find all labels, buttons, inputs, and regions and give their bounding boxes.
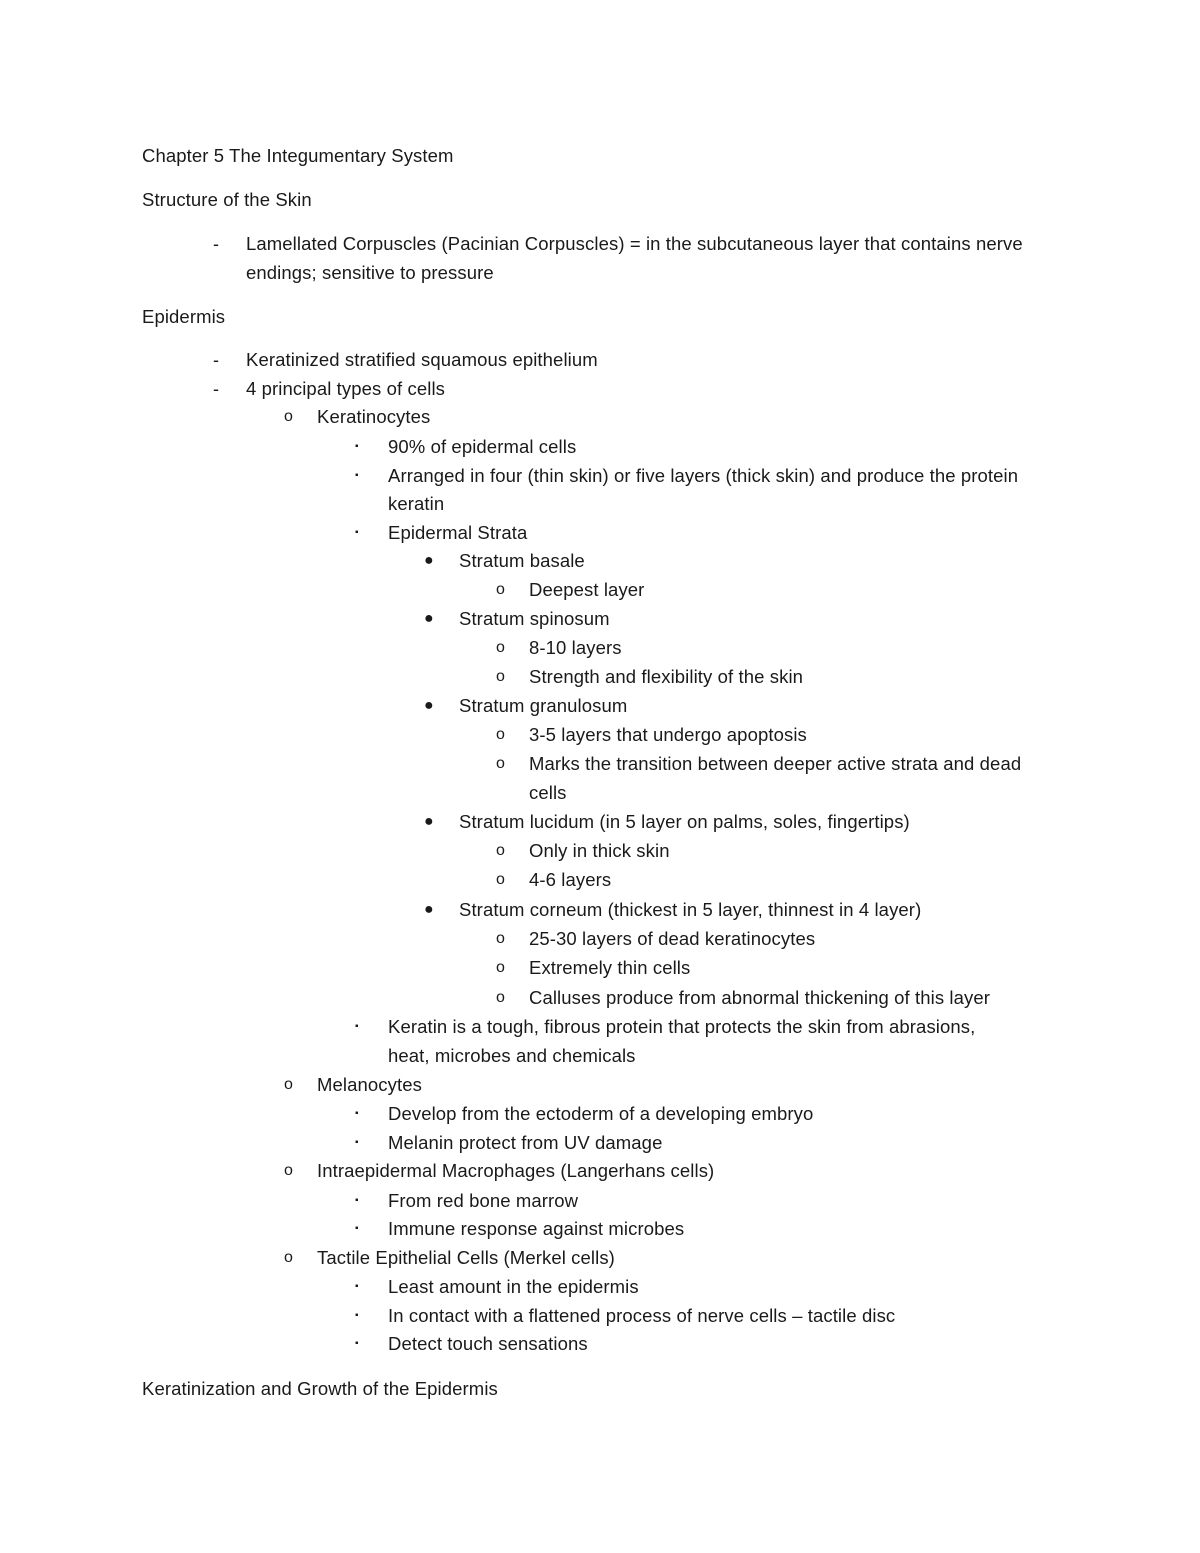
circle-bullet: o [284,408,293,425]
list-item-stratum-spinosum: Stratum spinosum [459,608,610,629]
list-item: In contact with a flattened process of nerve cells – tactile disc [388,1305,896,1326]
circle-bullet: o [284,1076,293,1093]
list-item-cont: keratin [388,493,445,514]
square-bullet: ▪ [355,1310,359,1321]
list-item: Arranged in four (thin skin) or five layers (thick skin) and produce the protein [388,465,1019,486]
list-item-lamellated: Lamellated Corpuscles (Pacinian Corpuscles) = in the subcutaneous layer that contains nerve [246,233,1023,254]
list-item-stratum-corneum: Stratum corneum (thickest in 5 layer, thinnest in 4 layer) [459,899,922,920]
square-bullet: ▪ [355,441,359,452]
dot-bullet: ● [424,813,434,830]
square-bullet: ▪ [355,1338,359,1349]
list-item: Deepest layer [529,579,645,600]
section-heading-keratinization: Keratinization and Growth of the Epidermis [142,1378,498,1399]
list-item-stratum-lucidum: Stratum lucidum (in 5 layer on palms, soles, fingertips) [459,811,910,832]
dot-bullet: ● [424,610,434,627]
circle-bullet: o [284,1249,293,1266]
list-item: Calluses produce from abnormal thickening of this layer [529,987,991,1008]
list-item: Least amount in the epidermis [388,1276,639,1297]
list-item-cont: cells [529,782,567,803]
square-bullet: ▪ [355,1223,359,1234]
list-item: 4 principal types of cells [246,378,445,399]
list-item: Epidermal Strata [388,522,528,543]
list-item-lamellated-cont: endings; sensitive to pressure [246,262,494,283]
list-item: Melanin protect from UV damage [388,1132,663,1153]
square-bullet: ▪ [355,527,359,538]
dash-bullet: - [213,379,219,399]
list-item: From red bone marrow [388,1190,579,1211]
square-bullet: ▪ [355,1021,359,1032]
list-item: 90% of epidermal cells [388,436,577,457]
circle-bullet: o [496,871,505,888]
list-item-macrophages: Intraepidermal Macrophages (Langerhans cells) [317,1160,715,1181]
list-item: Keratin is a tough, fibrous protein that protects the skin from abrasions, [388,1016,976,1037]
list-item: Extremely thin cells [529,957,691,978]
list-item: 25-30 layers of dead keratinocytes [529,928,816,949]
list-item: 8-10 layers [529,637,622,658]
circle-bullet: o [284,1162,293,1179]
list-item-cont: heat, microbes and chemicals [388,1045,636,1066]
circle-bullet: o [496,959,505,976]
dot-bullet: ● [424,901,434,918]
dash-bullet: - [213,350,219,370]
list-item: Immune response against microbes [388,1218,685,1239]
list-item: Only in thick skin [529,840,670,861]
list-item: Strength and flexibility of the skin [529,666,804,687]
circle-bullet: o [496,581,505,598]
list-item: 3-5 layers that undergo apoptosis [529,724,807,745]
list-item: 4-6 layers [529,869,612,890]
list-item-melanocytes: Melanocytes [317,1074,422,1095]
circle-bullet: o [496,842,505,859]
circle-bullet: o [496,930,505,947]
dash-bullet: - [213,234,219,254]
list-item: Detect touch sensations [388,1333,588,1354]
square-bullet: ▪ [355,1281,359,1292]
square-bullet: ▪ [355,470,359,481]
square-bullet: ▪ [355,1108,359,1119]
section-heading-structure: Structure of the Skin [142,189,312,210]
square-bullet: ▪ [355,1137,359,1148]
list-item-keratinocytes: Keratinocytes [317,406,431,427]
list-item: Keratinized stratified squamous epithelium [246,349,598,370]
dot-bullet: ● [424,552,434,569]
list-item-stratum-basale: Stratum basale [459,550,585,571]
section-heading-epidermis: Epidermis [142,306,226,327]
circle-bullet: o [496,668,505,685]
circle-bullet: o [496,755,505,772]
circle-bullet: o [496,726,505,743]
list-item-stratum-granulosum: Stratum granulosum [459,695,628,716]
doc-title: Chapter 5 The Integumentary System [142,145,454,166]
circle-bullet: o [496,639,505,656]
square-bullet: ▪ [355,1195,359,1206]
list-item: Marks the transition between deeper active strata and dead [529,753,1022,774]
list-item: Develop from the ectoderm of a developing embryo [388,1103,814,1124]
dot-bullet: ● [424,697,434,714]
list-item-merkel: Tactile Epithelial Cells (Merkel cells) [317,1247,615,1268]
circle-bullet: o [496,989,505,1006]
